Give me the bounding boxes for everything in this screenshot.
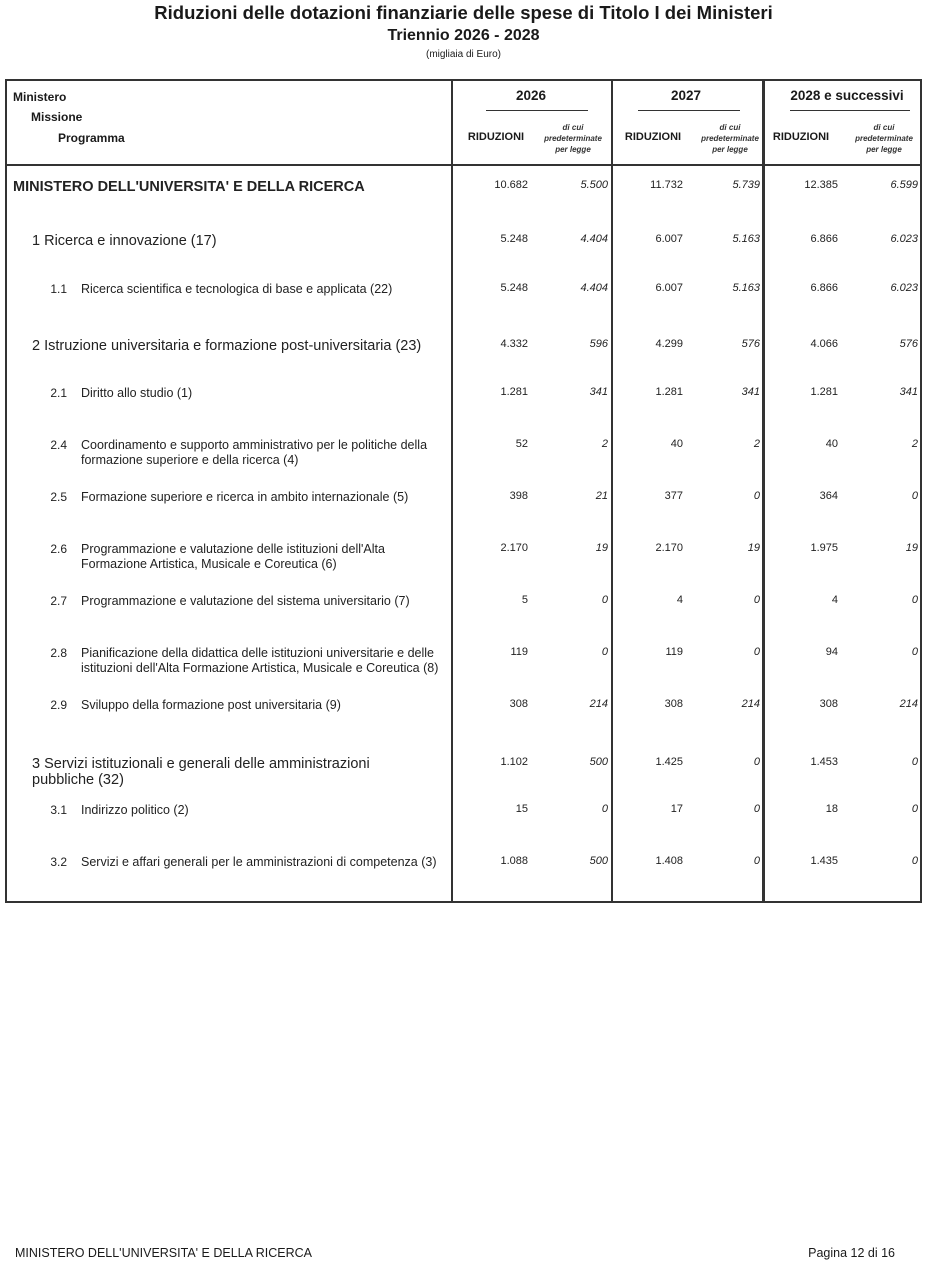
value-cell: 1.435: [810, 855, 838, 867]
row-code: 3.2: [50, 855, 67, 869]
value-cell: 6.023: [890, 282, 918, 294]
row-label: Sviluppo della formazione post universitaria (9): [81, 698, 341, 712]
value-cell: 214: [589, 698, 608, 710]
page-number: Pagina 12 di 16: [808, 1246, 895, 1260]
value-cell: 15: [515, 803, 528, 815]
value-cell: 6.007: [655, 233, 683, 245]
header-ministero: Ministero: [13, 90, 67, 104]
value-cell: 21: [595, 490, 608, 502]
value-cell: 341: [741, 386, 760, 398]
value-cell: 341: [589, 386, 608, 398]
value-cell: 341: [899, 386, 918, 398]
column-divider: [451, 79, 453, 903]
row-label: Coordinamento e supporto amministrativo per le politiche della formazione superiore e della ricerca (4): [81, 438, 428, 467]
value-cell: 6.866: [810, 233, 838, 245]
value-cell: 1.975: [810, 542, 838, 554]
value-cell: 4.404: [580, 233, 608, 245]
value-cell: 5.163: [732, 233, 760, 245]
row-code: 2.9: [50, 698, 67, 712]
value-cell: 6.866: [810, 282, 838, 294]
row-code: 2.4: [50, 438, 67, 452]
value-cell: 5.163: [732, 282, 760, 294]
value-cell: 214: [899, 698, 918, 710]
header-dicui: di cui predeterminate per legge: [855, 123, 913, 154]
value-cell: 364: [819, 490, 838, 502]
value-cell: 40: [670, 438, 683, 450]
header-riduzioni: RIDUZIONI: [624, 131, 682, 143]
header-missione: Missione: [31, 110, 83, 124]
value-cell: 52: [515, 438, 528, 450]
value-cell: 0: [911, 803, 918, 815]
value-cell: 0: [911, 756, 918, 768]
value-cell: 214: [741, 698, 760, 710]
header-riduzioni: RIDUZIONI: [772, 131, 830, 143]
row-label: Diritto allo studio (1): [81, 386, 193, 400]
value-cell: 0: [753, 855, 760, 867]
row-label: 2 Istruzione universitaria e formazione post-universitaria (23): [32, 338, 422, 354]
value-cell: 2: [601, 438, 608, 450]
value-cell: 4: [676, 594, 683, 606]
value-cell: 2.170: [500, 542, 528, 554]
column-divider: [611, 79, 613, 903]
value-cell: 4.332: [500, 338, 528, 350]
value-cell: 1.408: [655, 855, 683, 867]
year-underline: [790, 110, 910, 111]
value-cell: 1.281: [810, 386, 838, 398]
value-cell: 308: [509, 698, 528, 710]
value-cell: 19: [595, 542, 608, 554]
value-cell: 6.599: [890, 179, 918, 191]
row-label: Programmazione e valutazione delle istituzioni dell'Alta Formazione Artistica, Musicale e Coreutica (6): [81, 542, 385, 571]
value-cell: 0: [911, 594, 918, 606]
value-cell: 1.425: [655, 756, 683, 768]
row-label: Ricerca scientifica e tecnologica di base e applicata (22): [81, 282, 393, 296]
column-divider: [762, 79, 765, 903]
year-2027: 2027: [670, 88, 702, 103]
value-cell: 4: [831, 594, 838, 606]
header-dicui: di cui predeterminate per legge: [701, 123, 759, 154]
row-label: 1 Ricerca e innovazione (17): [32, 233, 217, 249]
row-label: Servizi e affari generali per le amministrazioni di competenza (3): [81, 855, 437, 869]
row-code: 2.6: [50, 542, 67, 556]
value-cell: 1.453: [810, 756, 838, 768]
value-cell: 576: [899, 338, 918, 350]
value-cell: 5.248: [500, 282, 528, 294]
value-cell: 2.170: [655, 542, 683, 554]
value-cell: 0: [753, 646, 760, 658]
value-cell: 17: [670, 803, 683, 815]
value-cell: 0: [753, 490, 760, 502]
value-cell: 11.732: [650, 179, 683, 191]
value-cell: 0: [911, 646, 918, 658]
value-cell: 500: [589, 855, 608, 867]
row-code: 2.7: [50, 594, 67, 608]
value-cell: 0: [601, 803, 608, 815]
value-cell: 576: [741, 338, 760, 350]
year-2026: 2026: [515, 88, 547, 103]
year-underline: [486, 110, 588, 111]
row-code: 2.1: [50, 386, 67, 400]
value-cell: 94: [825, 646, 838, 658]
footer-ministry: MINISTERO DELL'UNIVERSITA' E DELLA RICERCA: [15, 1246, 312, 1260]
value-cell: 12.385: [804, 179, 838, 191]
value-cell: 5.248: [500, 233, 528, 245]
value-cell: 119: [665, 646, 683, 658]
value-cell: 500: [589, 756, 608, 768]
value-cell: 5: [521, 594, 528, 606]
value-cell: 2: [753, 438, 760, 450]
value-cell: 19: [747, 542, 760, 554]
value-cell: 18: [825, 803, 838, 815]
page-title: Riduzioni delle dotazioni finanziarie delle spese di Titolo I dei Ministeri: [154, 2, 773, 23]
value-cell: 5.500: [580, 179, 608, 191]
value-cell: 4.066: [810, 338, 838, 350]
value-cell: 40: [825, 438, 838, 450]
value-cell: 0: [601, 594, 608, 606]
value-cell: 596: [589, 338, 608, 350]
year-2028: 2028 e successivi: [790, 88, 904, 103]
row-code: 1.1: [50, 282, 67, 296]
unit-note: (migliaia di Euro): [425, 49, 502, 60]
value-cell: 119: [510, 646, 528, 658]
value-cell: 0: [911, 490, 918, 502]
value-cell: 4.404: [580, 282, 608, 294]
value-cell: 1.281: [500, 386, 528, 398]
header-dicui: di cui predeterminate per legge: [544, 123, 602, 154]
row-label: Programmazione e valutazione del sistema universitario (7): [81, 594, 410, 608]
value-cell: 398: [509, 490, 528, 502]
value-cell: 0: [753, 803, 760, 815]
row-label: Indirizzo politico (2): [81, 803, 189, 817]
value-cell: 4.299: [655, 338, 683, 350]
row-code: 2.5: [50, 490, 67, 504]
value-cell: 0: [911, 855, 918, 867]
value-cell: 0: [753, 756, 760, 768]
value-cell: 1.088: [500, 855, 528, 867]
page-subtitle: Triennio 2026 - 2028: [387, 27, 540, 44]
value-cell: 377: [664, 490, 683, 502]
value-cell: 10.682: [494, 179, 528, 191]
value-cell: 0: [601, 646, 608, 658]
year-underline: [638, 110, 740, 111]
value-cell: 308: [819, 698, 838, 710]
value-cell: 2: [911, 438, 918, 450]
value-cell: 6.023: [890, 233, 918, 245]
header-divider: [5, 164, 922, 166]
row-code: 2.8: [50, 646, 67, 660]
value-cell: 308: [664, 698, 683, 710]
row-label: Pianificazione della didattica delle istituzioni universitarie e delle istituzioni dell'Alta Formazione Artistica, Musicale e Coreutica (8): [81, 646, 439, 675]
row-label: Formazione superiore e ricerca in ambito internazionale (5): [81, 490, 409, 504]
value-cell: 19: [905, 542, 918, 554]
row-label: 3 Servizi istituzionali e generali delle amministrazioni pubbliche (32): [32, 756, 370, 788]
value-cell: 0: [753, 594, 760, 606]
value-cell: 5.739: [732, 179, 760, 191]
header-riduzioni: RIDUZIONI: [467, 131, 525, 143]
value-cell: 1.281: [655, 386, 683, 398]
row-code: 3.1: [50, 803, 67, 817]
row-label: MINISTERO DELL'UNIVERSITA' E DELLA RICERCA: [13, 179, 365, 195]
value-cell: 1.102: [500, 756, 528, 768]
header-programma: Programma: [58, 131, 125, 145]
value-cell: 6.007: [655, 282, 683, 294]
